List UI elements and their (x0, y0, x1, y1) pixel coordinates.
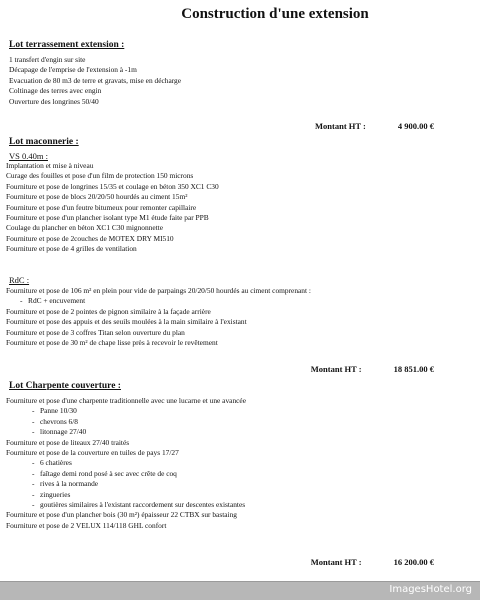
total-value: 18 851.00 € (393, 364, 434, 374)
list-item: - Panne 10/30 (32, 406, 77, 416)
list-item: 1 transfert d'engin sur site (9, 55, 86, 64)
watermark: ImagesHotel.org (389, 584, 472, 595)
list-item: - RdC + encuvement (20, 296, 86, 306)
list-item: - litonnage 27/40 (32, 427, 87, 437)
list-item: Fourniture et pose d'un feutre bitumeux pour remonter capillaire (6, 202, 197, 212)
vs-lines (6, 161, 460, 255)
list-item: Coulage du plancher en béton XC1 C30 mignonnette (6, 223, 164, 233)
list-item: Ouverture des longrines 50/40 (9, 96, 99, 106)
terrassement-lines (6, 55, 460, 107)
subsection-heading-vs: VS 0.40m : (9, 151, 48, 161)
subsection-heading-rdc: RdC : (9, 275, 30, 285)
list-item: Fourniture et pose de liteaux 27/40 traités (6, 437, 130, 447)
total-terrassement (315, 121, 434, 131)
total-maconnerie (311, 364, 434, 374)
list-item: - chevrons 6/8 (32, 416, 78, 426)
document-title: Construction d'une extension (181, 6, 369, 22)
list-item: Fourniture et pose de blocs 20/20/50 hourdés au ciment 15m² (6, 192, 188, 202)
list-item: - goutières similaires à l'existant raccordement sur descentes existantes (32, 500, 246, 510)
footer-bar (0, 581, 480, 600)
total-charpente (311, 557, 434, 567)
rdc-lines (6, 286, 460, 348)
list-item: - faîtage demi rond posé à sec avec crête de coq (32, 468, 177, 478)
list-item: Fourniture et pose de 2couches de MOTEX DRY MI510 (6, 233, 174, 243)
total-label: Montant HT : (315, 121, 366, 131)
list-item: Curage des fouilles et pose d'un film de protection 150 microns (6, 171, 194, 181)
section-heading-terrassement: Lot terrassement extension : (9, 40, 125, 50)
list-item: Fourniture et pose d'une charpente traditionnelle avec une lucarne et une avancée (6, 396, 246, 405)
list-item: Fourniture et pose de 106 m² en plein pour vide de parpaings 20/20/50 hourdés au ciment comprenant : (6, 286, 311, 295)
list-item: Fourniture et pose de 30 m² de chape lisse près à recevoir le revêtement (6, 338, 218, 348)
list-item: Fourniture et pose de longrines 15/35 et coulage en béton 350 XC1 C30 (6, 181, 219, 191)
total-label: Montant HT : (310, 557, 362, 567)
section-heading-maconnerie: Lot maconnerie : (9, 137, 79, 147)
list-item: Fourniture et pose de 2 VELUX 114/118 GHL confort (6, 520, 167, 530)
list-item: Fourniture et pose d'un plancher isolant type M1 étude faite par PPB (6, 213, 209, 223)
total-value: 16 200.00 € (393, 557, 434, 567)
total-value: 4 900.00 € (397, 121, 434, 131)
list-item: Coltinage des terres avec engin (9, 86, 102, 96)
list-item: - rives à la normande (32, 479, 99, 489)
list-item: - 6 chatières (32, 458, 72, 468)
list-item: Fourniture et pose de la couverture en tuiles de pays 17/27 (6, 448, 179, 458)
list-item: Fourniture et pose d'un plancher bois (30 m²) épaisseur 22 CTBX sur bastaing (6, 510, 237, 520)
list-item: Décapage de l'emprise de l'extension à -1m (9, 65, 137, 75)
list-item: Fourniture et pose de 4 grilles de ventilation (6, 244, 137, 254)
section-heading-charpente: Lot Charpente couverture : (9, 381, 121, 391)
list-item: Implantation et mise à niveau (6, 161, 94, 170)
charpente-lines (6, 396, 460, 531)
list-item: Evacuation de 80 m3 de terre et gravats, mise en décharge (9, 75, 182, 85)
total-label: Montant HT : (310, 364, 362, 374)
list-item: Fourniture et pose des appuis et des seuils moulées à la main similaire à l'existant (6, 317, 247, 327)
list-item: Fourniture et pose de 3 coffres Titan selon ouverture du plan (6, 327, 185, 337)
list-item: - zingueries (32, 489, 71, 499)
list-item: Fourniture et pose de 2 pointes de pignon similaire à la façade arrière (6, 306, 211, 316)
